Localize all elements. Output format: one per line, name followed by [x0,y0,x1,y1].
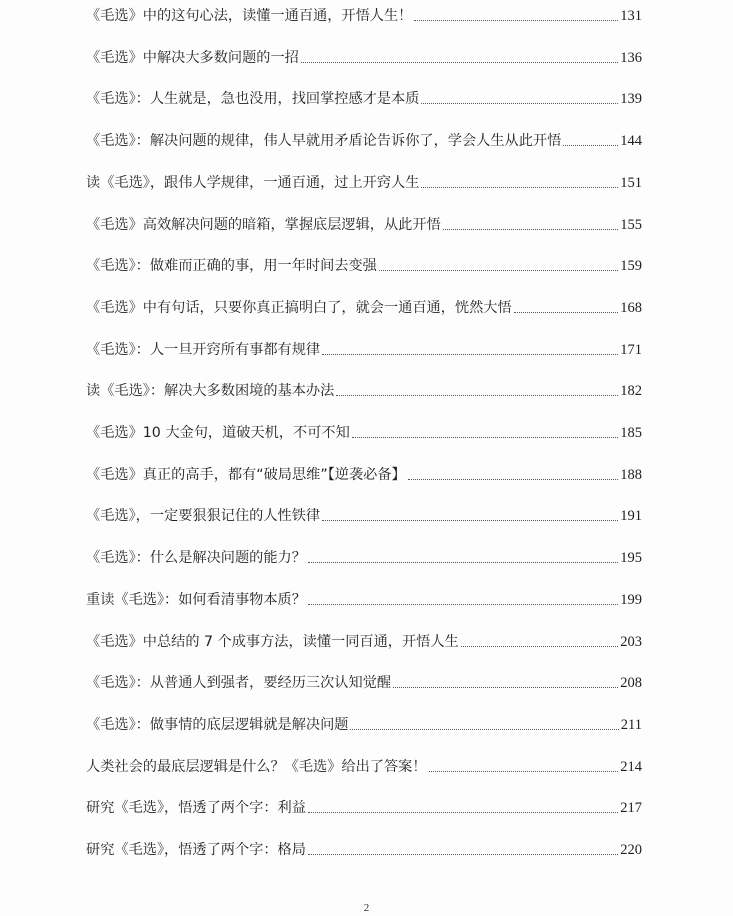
toc-entry-title: 《毛选》：从普通人到强者，要经历三次认知觉醒 [86,675,392,692]
toc-entry-page: 139 [620,91,642,108]
toc-entry-page: 159 [620,258,642,275]
toc-entry [86,544,642,568]
toc-entry-title: 《毛选》：人生就是，急也没用，找回掌控感才是本质 [86,91,420,108]
toc-entry-page: 168 [620,299,642,316]
toc-leader-dots [408,478,619,480]
toc-entry [86,44,642,68]
toc-entry-page: 214 [620,758,642,775]
toc-entry-page: 182 [620,383,642,400]
toc-leader-dots [308,561,618,563]
toc-entry [86,669,642,693]
toc-entry [86,502,642,526]
toc-entry-title: 《毛选》中有句话，只要你真正搞明白了，就会一通百通，恍然大悟 [86,299,512,316]
toc-entry-page: 185 [620,425,642,441]
toc-entry-page: 191 [620,508,642,525]
toc-entry [86,419,642,443]
toc-leader-dots [322,519,618,521]
toc-entry-title: 《毛选》真正的高手，都有“破局思维”【逆袭必备】 [86,466,406,483]
toc-leader-dots [514,311,619,313]
toc-entry [86,211,642,235]
toc-entry-page: 195 [620,550,642,567]
toc-entry [86,753,642,777]
toc-entry-title: 《毛选》中解决大多数问题的一招 [86,49,299,66]
toc-leader-dots [350,728,618,730]
toc-entry-page: 188 [620,466,642,483]
toc-entry-page: 220 [620,842,642,858]
toc-entry [86,711,642,735]
toc-entry-page: 136 [620,49,642,66]
toc-leader-dots [301,61,618,63]
toc-entry-page: 131 [620,8,642,24]
toc-entry-page: 211 [620,716,642,733]
toc-entry-page: 199 [620,591,642,608]
toc-entry [86,169,642,193]
toc-entry [86,461,642,485]
toc-entry-title: 《毛选》高效解决问题的暗箱，掌握底层逻辑，从此开悟 [86,216,441,233]
toc-entry [86,836,642,860]
toc-entry [86,377,642,401]
toc-leader-dots [421,102,618,104]
toc-entry-page: 144 [620,133,642,150]
toc-leader-dots [352,436,618,438]
toc-entry-page: 151 [620,174,642,191]
toc-entry-title: 《毛选》：做事情的底层逻辑就是解决问题 [86,716,349,733]
toc-entry-page: 217 [620,800,642,817]
toc-entry-page: 171 [620,341,642,358]
toc-entry-title: 《毛选》中的这句心法，读懂一通百通，开悟人生！ [86,8,413,24]
toc-leader-dots [563,144,618,146]
toc-entry-title: 《毛选》，一定要狠狠记住的人性铁律 [86,508,321,525]
toc-leader-dots [443,228,619,230]
toc-entry-title: 《毛选》10 大金句，道破天机，不可不知 [86,425,350,441]
toc-entry [86,336,642,360]
toc-entry [86,252,642,276]
toc-leader-dots [393,686,618,688]
toc-leader-dots [308,853,618,855]
toc-entry [86,294,642,318]
toc-entry-page: 155 [620,216,642,233]
toc-entry-title: 读《毛选》，跟伟人学规律，一通百通，过上开窍人生 [86,174,420,191]
toc-entry-title: 《毛选》：人一旦开窍所有事都有规律 [86,341,321,358]
toc-leader-dots [379,269,618,271]
toc-leader-dots [421,186,618,188]
toc-leader-dots [461,645,619,647]
toc-entry-title: 重读《毛选》：如何看清事物本质？ [86,591,306,608]
toc-entry [86,628,642,652]
toc-entry-title: 研究《毛选》，悟透了两个字：利益 [86,800,306,817]
toc-entry-title: 《毛选》：什么是解决问题的能力？ [86,550,306,567]
toc-entry-title: 研究《毛选》，悟透了两个字：格局 [86,842,306,858]
toc-entry [86,127,642,151]
toc-entry-title: 《毛选》：做难而正确的事，用一年时间去变强 [86,258,377,275]
toc-entry [86,2,642,26]
toc-leader-dots [414,19,618,21]
toc-entry [86,85,642,109]
toc-entry-title: 《毛选》：解决问题的规律，伟人早就用矛盾论告诉你了，学会人生从此开悟 [86,133,562,150]
toc-leader-dots [336,394,618,396]
toc-entry-page: 203 [620,633,642,650]
toc-entry [86,586,642,610]
toc-leader-dots [322,353,618,355]
toc-entry-title: 人类社会的最底层逻辑是什么？《毛选》给出了答案！ [86,758,427,775]
toc-leader-dots [308,811,618,813]
page-number: 2 [363,902,370,914]
toc-entry-page: 208 [620,675,642,692]
toc-leader-dots [429,770,619,772]
toc-entry-title: 《毛选》中总结的 7 个成事方法，读懂一同百通，开悟人生 [86,633,459,650]
toc-leader-dots [308,603,618,605]
toc-entry-title: 读《毛选》：解决大多数困境的基本办法 [86,383,335,400]
toc-entry [86,794,642,818]
